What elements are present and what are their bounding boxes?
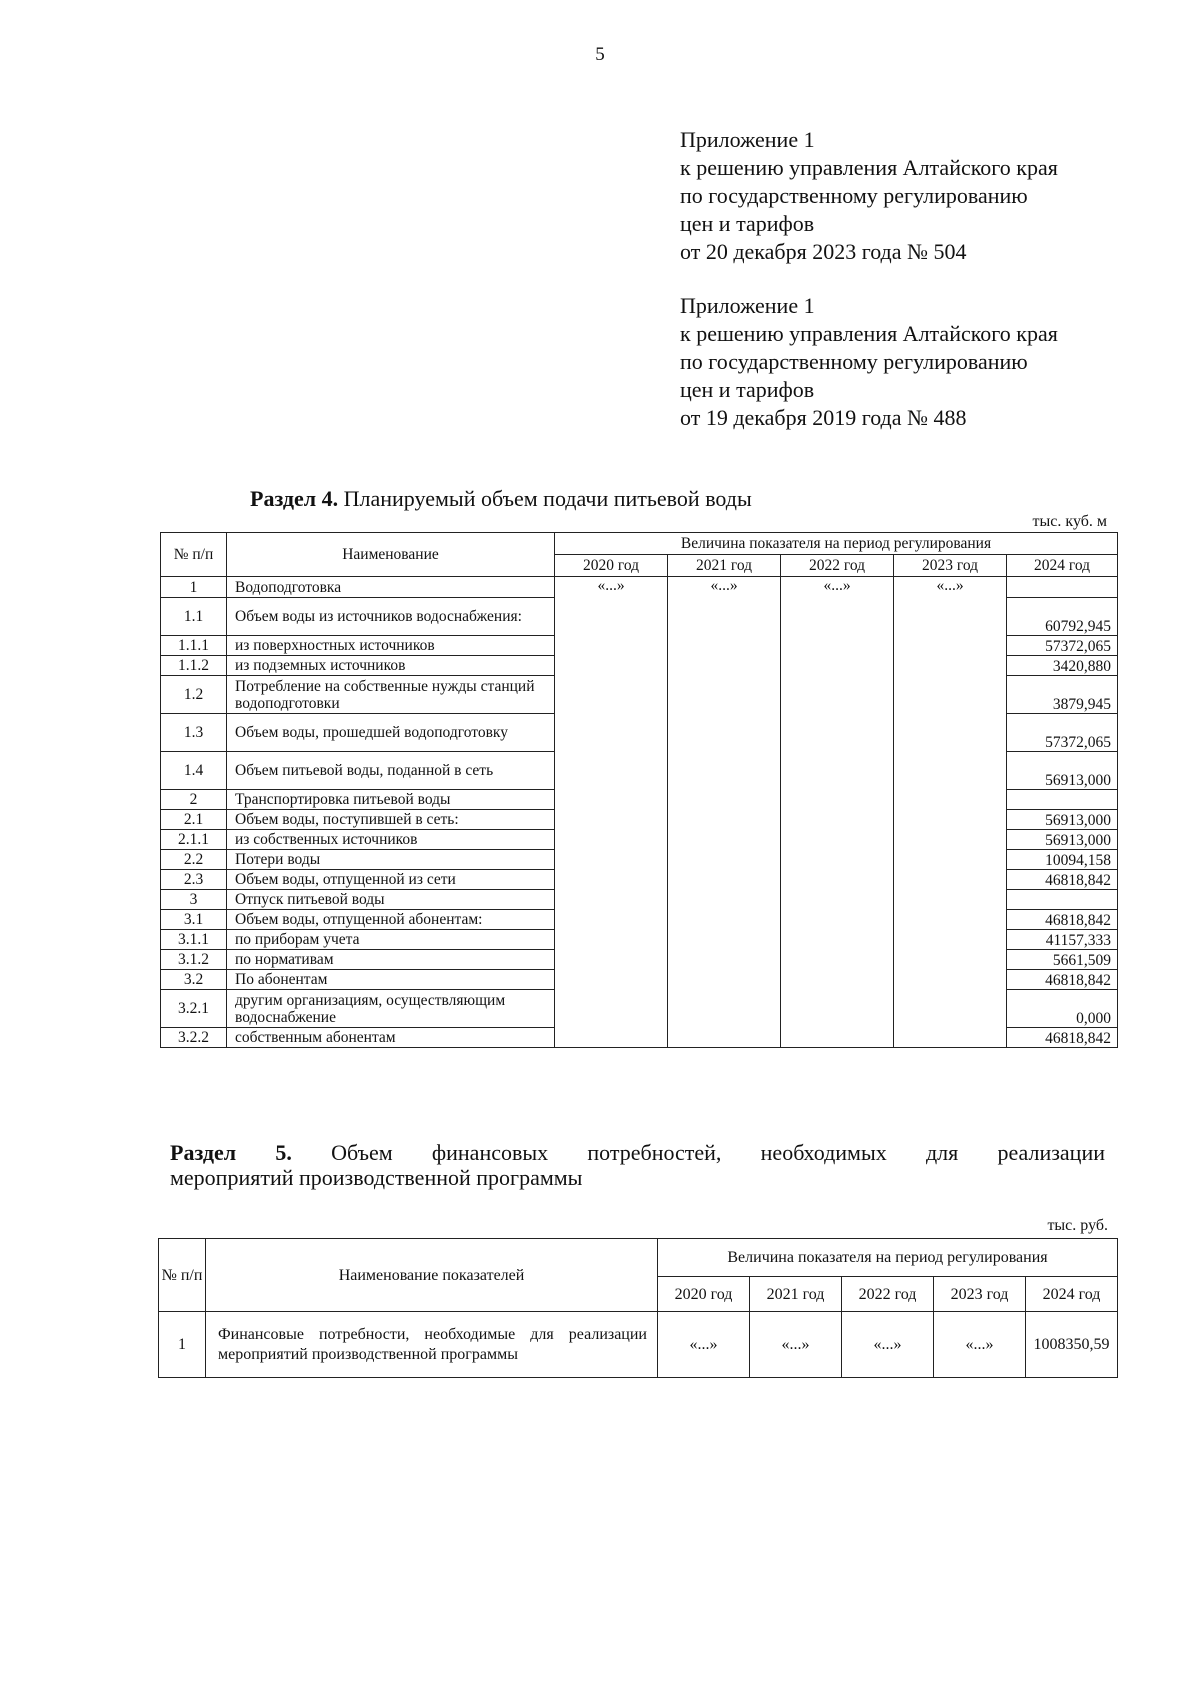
table-row	[161, 714, 1118, 752]
prior-year-value	[555, 990, 668, 1028]
table-row	[161, 890, 1118, 910]
header-year: 2022 год	[842, 1277, 934, 1312]
prior-year-value	[668, 890, 781, 910]
row-num: 1.4	[161, 752, 227, 790]
prior-year-value	[894, 950, 1007, 970]
row-num: 1.2	[161, 676, 227, 714]
table-row	[161, 676, 1118, 714]
row-name: Объем воды, отпущенной абонентам:	[227, 910, 555, 930]
prior-year-value	[781, 752, 894, 790]
prior-year-value	[668, 676, 781, 714]
appendix-line: к решению управления Алтайского края	[680, 155, 1058, 180]
prior-year-value	[894, 890, 1007, 910]
prior-year-value	[781, 598, 894, 636]
section5-unit: тыс. руб.	[1047, 1217, 1108, 1234]
table-row	[161, 830, 1118, 850]
value-2024: 3879,945	[1007, 676, 1118, 714]
prior-year-value	[781, 790, 894, 810]
prior-year-value	[894, 830, 1007, 850]
prior-year-value	[555, 752, 668, 790]
header-name: Наименование показателей	[206, 1239, 658, 1312]
appendix-line: по государственному регулированию	[680, 183, 1028, 208]
value-2024: 3420,880	[1007, 656, 1118, 676]
prior-year-value	[668, 810, 781, 830]
row-name: Потери воды	[227, 850, 555, 870]
row-value: «...»	[658, 1312, 750, 1378]
prior-year-value	[894, 598, 1007, 636]
prior-year-value	[894, 990, 1007, 1028]
row-num: 3.1.1	[161, 930, 227, 950]
table-row	[161, 910, 1118, 930]
row-num: 3.2.1	[161, 990, 227, 1028]
prior-year-value	[668, 930, 781, 950]
section5-title-text: Объем финансовых потребностей, необходимых для реализации	[291, 1140, 1105, 1165]
row-name: Объем воды, прошедшей водоподготовку	[227, 714, 555, 752]
value-2024: 57372,065	[1007, 714, 1118, 752]
prior-year-value	[668, 830, 781, 850]
row-name: Объем воды из источников водоснабжения:	[227, 598, 555, 636]
row-value: «...»	[842, 1312, 934, 1378]
table-row	[161, 950, 1118, 970]
section5-title	[170, 1140, 1105, 1190]
prior-year-value	[781, 714, 894, 752]
table-row	[161, 752, 1118, 790]
row-num: 2.3	[161, 870, 227, 890]
appendix-line: от 20 декабря 2023 года № 504	[680, 239, 967, 264]
header-num: № п/п	[159, 1239, 206, 1312]
value-2024: 60792,945	[1007, 598, 1118, 636]
prior-year-value	[555, 830, 668, 850]
appendix-line: от 19 декабря 2019 года № 488	[680, 405, 967, 430]
table-row	[161, 970, 1118, 990]
table-row	[161, 656, 1118, 676]
prior-year-value	[555, 870, 668, 890]
row-num: 3.2.2	[161, 1028, 227, 1048]
prior-year-value	[555, 636, 668, 656]
row-name: Отпуск питьевой воды	[227, 890, 555, 910]
value-2024: 46818,842	[1007, 970, 1118, 990]
prior-year-value	[668, 850, 781, 870]
row-name: Объем питьевой воды, поданной в сеть	[227, 752, 555, 790]
header-year: 2021 год	[750, 1277, 842, 1312]
prior-year-value	[781, 970, 894, 990]
prior-year-value	[668, 636, 781, 656]
section5-title-label: Раздел 5.	[170, 1140, 292, 1165]
prior-year-value	[894, 910, 1007, 930]
value-2024	[1007, 790, 1118, 810]
row-num: 3.2	[161, 970, 227, 990]
prior-year-value	[555, 676, 668, 714]
value-2024: 57372,065	[1007, 636, 1118, 656]
prior-year-value: «...»	[668, 577, 781, 598]
row-name: собственным абонентам	[227, 1028, 555, 1048]
row-name: Объем воды, отпущенной из сети	[227, 870, 555, 890]
row-num: 3	[161, 890, 227, 910]
row-name: по приборам учета	[227, 930, 555, 950]
prior-year-value	[668, 910, 781, 930]
page-number: 5	[595, 44, 605, 65]
water-supply-table	[160, 532, 1118, 1048]
row-num: 1.1	[161, 598, 227, 636]
prior-year-value	[668, 656, 781, 676]
prior-year-value	[781, 850, 894, 870]
row-num: 2.1.1	[161, 830, 227, 850]
appendix-line: цен и тарифов	[680, 211, 815, 236]
prior-year-value	[555, 810, 668, 830]
appendix-current-block	[680, 126, 1058, 266]
prior-year-value	[781, 990, 894, 1028]
prior-year-value	[894, 850, 1007, 870]
row-num: 1	[159, 1312, 206, 1378]
prior-year-value	[555, 890, 668, 910]
table-row	[161, 636, 1118, 656]
prior-year-value	[668, 870, 781, 890]
prior-year-value	[894, 714, 1007, 752]
prior-year-value	[668, 1028, 781, 1048]
row-name: из поверхностных источников	[227, 636, 555, 656]
prior-year-value	[781, 950, 894, 970]
row-name: из собственных источников	[227, 830, 555, 850]
header-year: 2022 год	[781, 555, 894, 577]
section4-unit: тыс. куб. м	[1032, 513, 1107, 530]
prior-year-value	[668, 598, 781, 636]
row-num: 1	[161, 577, 227, 598]
row-num: 1.1.2	[161, 656, 227, 676]
appendix-line: цен и тарифов	[680, 377, 815, 402]
prior-year-value: «...»	[894, 577, 1007, 598]
row-name: Объем воды, поступившей в сеть:	[227, 810, 555, 830]
section4-title	[250, 486, 752, 511]
prior-year-value	[894, 810, 1007, 830]
header-year: 2023 год	[934, 1277, 1026, 1312]
value-2024: 46818,842	[1007, 870, 1118, 890]
prior-year-value	[668, 990, 781, 1028]
prior-year-value	[781, 910, 894, 930]
prior-year-value	[781, 890, 894, 910]
value-2024	[1007, 890, 1118, 910]
prior-year-value: «...»	[555, 577, 668, 598]
table-row	[161, 990, 1118, 1028]
section4-title-label: Раздел 4.	[250, 486, 339, 511]
prior-year-value	[555, 910, 668, 930]
value-2024: 56913,000	[1007, 810, 1118, 830]
table-row	[161, 790, 1118, 810]
row-value: «...»	[750, 1312, 842, 1378]
prior-year-value	[894, 970, 1007, 990]
prior-year-value	[894, 676, 1007, 714]
header-period: Величина показателя на период регулирования	[658, 1239, 1118, 1277]
row-num: 3.1	[161, 910, 227, 930]
header-year: 2020 год	[658, 1277, 750, 1312]
section5-title-line1	[170, 1140, 1105, 1165]
value-2024: 10094,158	[1007, 850, 1118, 870]
prior-year-value	[668, 790, 781, 810]
prior-year-value	[894, 930, 1007, 950]
prior-year-value	[781, 870, 894, 890]
prior-year-value	[555, 950, 668, 970]
prior-year-value	[781, 830, 894, 850]
prior-year-value	[781, 930, 894, 950]
value-2024: 56913,000	[1007, 752, 1118, 790]
prior-year-value	[894, 752, 1007, 790]
prior-year-value	[781, 636, 894, 656]
value-2024: 5661,509	[1007, 950, 1118, 970]
appendix-line: Приложение 1	[680, 127, 815, 152]
row-name: другим организациям, осуществляющим водоснабжение	[227, 990, 555, 1028]
prior-year-value	[555, 656, 668, 676]
prior-year-value	[894, 790, 1007, 810]
prior-year-value	[555, 790, 668, 810]
row-name: по нормативам	[227, 950, 555, 970]
prior-year-value	[555, 1028, 668, 1048]
table-row	[161, 850, 1118, 870]
header-year: 2020 год	[555, 555, 668, 577]
prior-year-value	[555, 850, 668, 870]
section5-title-line2: мероприятий производственной программы	[170, 1165, 583, 1190]
prior-year-value	[555, 714, 668, 752]
appendix-line: Приложение 1	[680, 293, 815, 318]
row-num: 2.2	[161, 850, 227, 870]
row-name: из подземных источников	[227, 656, 555, 676]
prior-year-value	[668, 950, 781, 970]
table-row	[161, 930, 1118, 950]
prior-year-value	[894, 656, 1007, 676]
prior-year-value	[894, 870, 1007, 890]
row-name: Финансовые потребности, необходимые для реализации мероприятий производственной программы	[206, 1312, 658, 1378]
prior-year-value	[781, 1028, 894, 1048]
row-name: Водоподготовка	[227, 577, 555, 598]
row-value: «...»	[934, 1312, 1026, 1378]
table-row	[161, 810, 1118, 830]
prior-year-value	[555, 598, 668, 636]
value-2024	[1007, 577, 1118, 598]
header-name: Наименование	[227, 533, 555, 577]
prior-year-value	[668, 752, 781, 790]
prior-year-value	[555, 930, 668, 950]
prior-year-value	[781, 656, 894, 676]
prior-year-value	[668, 714, 781, 752]
table-row	[161, 870, 1118, 890]
water-supply-table-body	[161, 577, 1118, 1048]
value-2024: 41157,333	[1007, 930, 1118, 950]
value-2024: 46818,842	[1007, 910, 1118, 930]
financial-needs-table	[158, 1238, 1118, 1378]
header-year: 2024 год	[1007, 555, 1118, 577]
table-row	[161, 598, 1118, 636]
prior-year-value	[781, 676, 894, 714]
header-year: 2024 год	[1026, 1277, 1118, 1312]
prior-year-value	[781, 810, 894, 830]
value-2024: 46818,842	[1007, 1028, 1118, 1048]
prior-year-value	[668, 970, 781, 990]
row-value: 1008350,59	[1026, 1312, 1118, 1378]
row-num: 2	[161, 790, 227, 810]
row-num: 2.1	[161, 810, 227, 830]
row-num: 3.1.2	[161, 950, 227, 970]
prior-year-value	[894, 1028, 1007, 1048]
header-year: 2021 год	[668, 555, 781, 577]
row-name: По абонентам	[227, 970, 555, 990]
prior-year-value	[894, 636, 1007, 656]
table-row	[161, 1028, 1118, 1048]
section4-title-text: Планируемый объем подачи питьевой воды	[338, 486, 752, 511]
prior-year-value: «...»	[781, 577, 894, 598]
appendix-original-block	[680, 292, 1058, 432]
row-name: Потребление на собственные нужды станций водоподготовки	[227, 676, 555, 714]
header-period: Величина показателя на период регулирования	[555, 533, 1118, 555]
value-2024: 56913,000	[1007, 830, 1118, 850]
table-row	[161, 577, 1118, 598]
header-year: 2023 год	[894, 555, 1007, 577]
appendix-line: по государственному регулированию	[680, 349, 1028, 374]
header-num: № п/п	[161, 533, 227, 577]
prior-year-value	[555, 970, 668, 990]
value-2024: 0,000	[1007, 990, 1118, 1028]
row-num: 1.3	[161, 714, 227, 752]
table-row	[159, 1312, 1118, 1378]
row-name: Транспортировка питьевой воды	[227, 790, 555, 810]
row-num: 1.1.1	[161, 636, 227, 656]
appendix-line: к решению управления Алтайского края	[680, 321, 1058, 346]
